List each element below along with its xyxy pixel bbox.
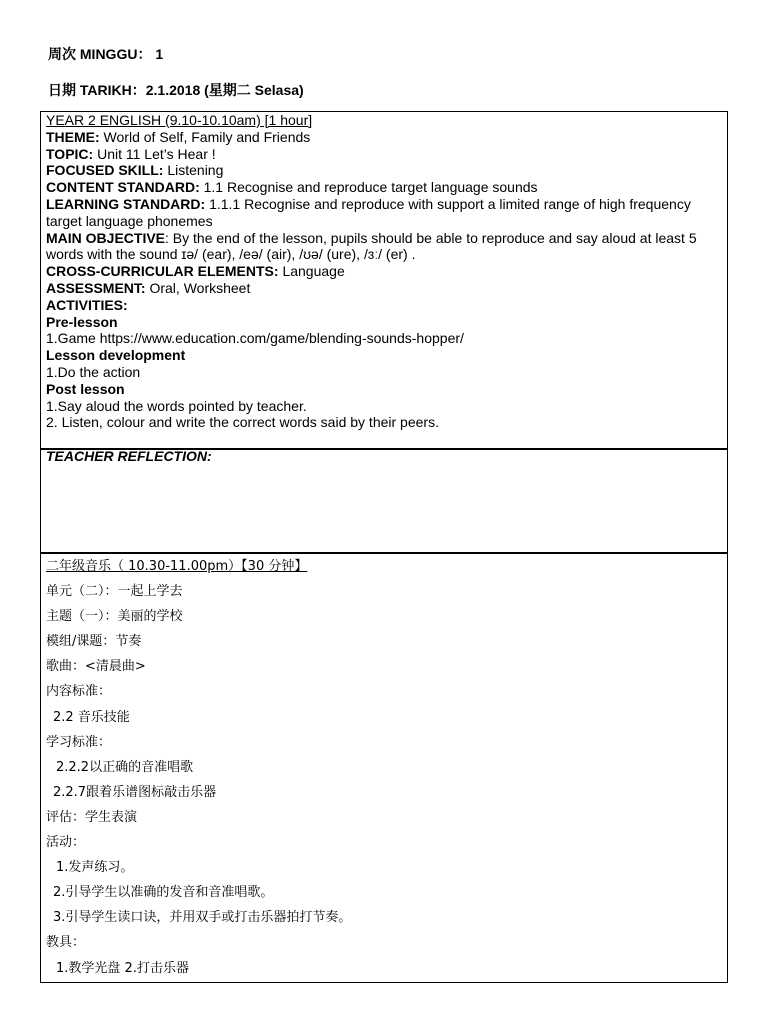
english-lesson-content <box>46 112 720 431</box>
topic-label: TOPIC: <box>46 145 94 162</box>
music-activity-3: 3.引导学生读口诀，并用双手或打击乐器拍打节奏。 <box>53 910 352 926</box>
cross-curricular-line <box>46 263 720 280</box>
week-heading: 周次 MINGGU： 1 <box>48 46 164 62</box>
skill-value: Listening <box>163 162 224 179</box>
assessment-line <box>46 280 720 297</box>
content-standard-label: CONTENT STANDARD: <box>46 179 200 196</box>
objective-value: : By the end of the lesson, pupils should be able to reproduce and say aloud at least 5 words with the sound ɪə/ (ear), /eə/ (air), /ʊə/ (ure), /ɜː/ (er) . <box>46 229 697 263</box>
content-standard-line <box>46 179 720 196</box>
skill-label: FOCUSED SKILL: <box>46 162 164 179</box>
music-content-standard-heading: 内容标准： <box>46 684 112 700</box>
music-tools-heading: 教具： <box>46 935 86 951</box>
music-activities-heading: 活动： <box>46 835 86 851</box>
music-learning-standard-item-1: 2.2.2以正确的音准唱歌 <box>56 759 194 775</box>
topic-value: Unit 11 Let’s Hear ! <box>93 145 216 162</box>
lesson-development-item: 1.Do the action <box>46 363 141 380</box>
lesson-development-heading <box>46 347 720 364</box>
cross-curricular-label: CROSS-CURRICULAR ELEMENTS: <box>46 263 279 280</box>
pre-lesson-heading <box>46 314 720 331</box>
theme-line <box>46 129 720 146</box>
post-lesson-item-2: 2. Listen, colour and write the correct words said by their peers. <box>46 414 439 431</box>
learning-standard-label: LEARNING STANDARD: <box>46 195 206 212</box>
learning-standard-value: 1.1.1 Recognise and reproduce with support a limited range of high frequency target language phonemes <box>46 195 691 229</box>
music-song: 歌曲：<清晨曲> <box>46 659 146 675</box>
objective-label: MAIN OBJECTIVE <box>46 229 166 246</box>
pre-lesson-label: Pre-lesson <box>46 313 118 330</box>
activities-heading <box>46 297 720 314</box>
music-activity-1: 1.发声练习。 <box>56 860 134 876</box>
skill-line <box>46 162 720 179</box>
theme-label: THEME: <box>46 128 100 145</box>
music-unit: 单元（二）：一起上学去 <box>46 584 183 600</box>
music-assessment: 评估：学生表演 <box>46 809 138 825</box>
learning-standard-line <box>46 196 720 230</box>
content-standard-value: 1.1 Recognise and reproduce target language sounds <box>199 179 538 196</box>
post-lesson-item-1: 1.Say aloud the words pointed by teacher. <box>46 397 307 414</box>
music-learning-standard-item-2: 2.2.7跟着乐谱图标敲击乐器 <box>53 784 217 800</box>
assessment-value: Oral, Worksheet <box>145 279 251 296</box>
post-lesson-heading <box>46 381 720 398</box>
cross-curricular-value: Language <box>278 263 345 280</box>
topic-line <box>46 146 720 163</box>
assessment-label: ASSESSMENT: <box>46 279 146 296</box>
objective-line <box>46 230 720 264</box>
lesson-development-label: Lesson development <box>46 347 186 364</box>
theme-value: World of Self, Family and Friends <box>99 128 311 145</box>
music-lesson-title: 二年级音乐（ 10.30-11.00pm）【30 分钟】 <box>46 559 308 574</box>
music-theme: 主题（一）：美丽的学校 <box>46 609 183 625</box>
music-learning-standard-heading: 学习标准： <box>46 734 112 750</box>
activities-label: ACTIVITIES: <box>46 296 128 313</box>
music-module: 模组/课题：节奏 <box>46 634 142 650</box>
music-tools-item: 1.教学光盘 2.打击乐器 <box>56 960 189 976</box>
pre-lesson-item: 1.Game https://www.education.com/game/blending-sounds-hopper/ <box>46 330 464 347</box>
date-heading: 日期 TARIKH：2.1.2018 (星期二 Selasa) <box>48 82 304 98</box>
teacher-reflection-title: TEACHER REFLECTION: <box>46 448 212 464</box>
music-activity-2: 2.引导学生以准确的发音和音准唱歌。 <box>53 885 274 901</box>
music-lesson-content <box>46 557 351 984</box>
post-lesson-label: Post lesson <box>46 380 125 397</box>
music-content-standard-item: 2.2 音乐技能 <box>53 709 130 725</box>
english-lesson-title: YEAR 2 ENGLISH (9.10-10.10am) [1 hour] <box>46 112 313 128</box>
